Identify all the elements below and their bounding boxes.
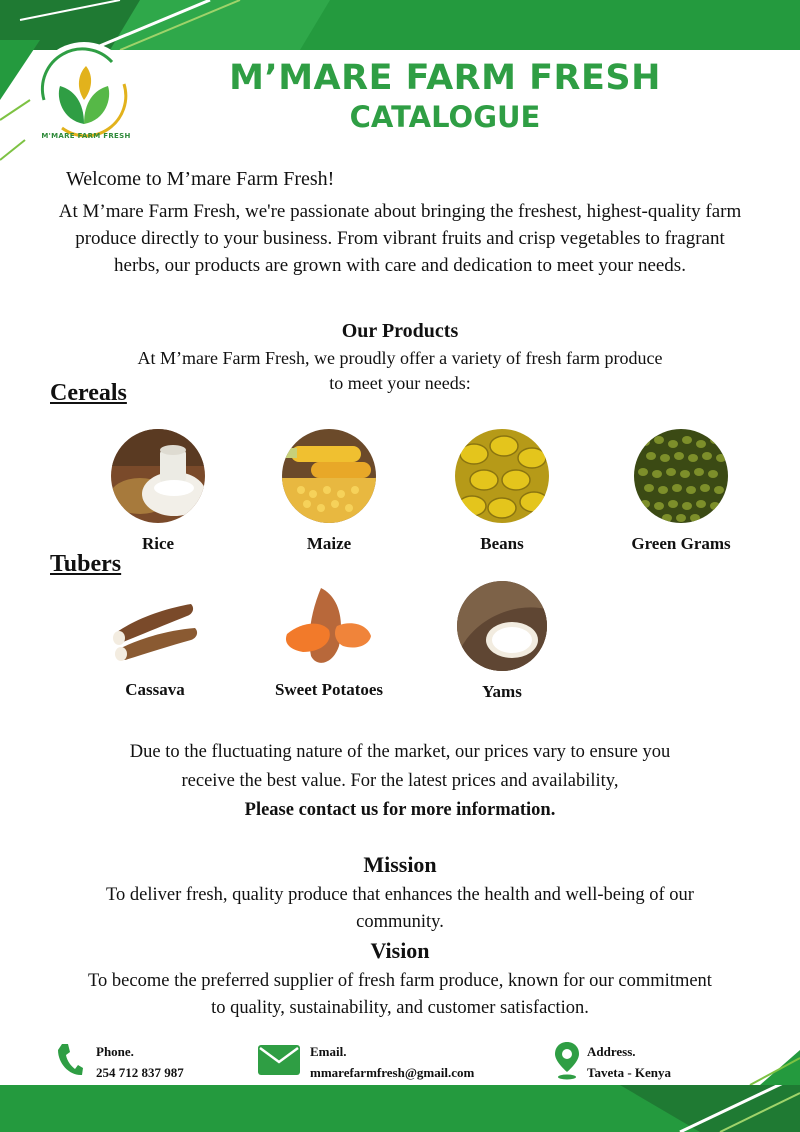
phone-value[interactable]: 254 712 837 987 [96, 1065, 184, 1080]
address-label: Address. [587, 1044, 636, 1059]
email-label: Email. [310, 1044, 347, 1059]
product-label: Green Grams [631, 534, 731, 553]
email-icon [258, 1045, 300, 1075]
rice-photo-icon [110, 428, 206, 524]
catalogue-subtitle: CATALOGUE [349, 100, 541, 134]
cassava-photo-icon [107, 588, 203, 670]
product-yams [422, 580, 582, 702]
product-label: Cassava [125, 680, 185, 699]
pricing-line2: receive the best value. For the latest prices and availability, [181, 771, 619, 791]
products-intro-line1: At M’mare Farm Fresh, we proudly offer a variety of fresh farm produce [137, 348, 663, 368]
maize-photo-icon [281, 428, 377, 524]
product-label: Rice [141, 534, 175, 553]
product-cassava [75, 588, 235, 700]
footer-decor-band [0, 1085, 800, 1132]
beans-photo-icon [454, 428, 550, 524]
product-rice [78, 428, 238, 554]
email-value[interactable]: mmarefarmfresh@gmail.com [310, 1065, 475, 1080]
pricing-note [50, 738, 750, 825]
yam-photo-icon [454, 580, 550, 672]
green-grams-photo-icon [633, 428, 729, 524]
vision-text: To become the preferred supplier of fresh farm produce, known for our commitment to quality, sustainability, and customer satisfaction. [88, 971, 712, 1018]
products-heading: Our Products [341, 320, 459, 342]
pricing-contact-line: Please contact us for more information. [244, 800, 556, 820]
pricing-line1: Due to the fluctuating nature of the market, our prices vary to ensure you [129, 742, 671, 762]
tubers-heading: Tubers [50, 551, 122, 577]
cereals-heading: Cereals [50, 380, 127, 406]
catalogue-title: M’MARE FARM FRESH [229, 58, 661, 98]
product-label: Yams [482, 682, 522, 701]
sweet-potato-photo-icon [281, 586, 377, 670]
product-green-grams [601, 428, 761, 554]
phone-icon [56, 1042, 84, 1078]
product-label: Beans [480, 534, 524, 553]
mission-text: To deliver fresh, quality produce that enhances the health and well-being of our community. [106, 885, 694, 932]
location-pin-icon [555, 1042, 579, 1080]
intro-paragraph: At M’mare Farm Fresh, we're passionate about bringing the freshest, highest-quality farm produce directly to your business. From vibrant fruits and crisp vegetables to fragrant herbs, our products are grown with care and dedication to meet your needs. [58, 201, 742, 276]
welcome-heading: Welcome to M’mare Farm Fresh! [66, 168, 335, 190]
logo-caption: M'MARE FARM FRESH [41, 132, 131, 140]
product-sweet-potatoes [249, 586, 409, 700]
vision-heading: Vision [370, 938, 430, 963]
product-label: Maize [306, 534, 352, 553]
phone-label: Phone. [96, 1044, 134, 1059]
brand-logo [32, 40, 136, 144]
product-label: Sweet Potatoes [274, 680, 384, 699]
leaf-logo-icon [32, 40, 136, 144]
footer-decor-stripes [740, 1040, 800, 1085]
product-beans [422, 428, 582, 554]
mission-heading: Mission [363, 852, 437, 877]
address-value: Taveta - Kenya [587, 1065, 672, 1080]
product-maize [249, 428, 409, 554]
products-intro [100, 346, 700, 396]
products-intro-line2: to meet your needs: [329, 373, 471, 393]
